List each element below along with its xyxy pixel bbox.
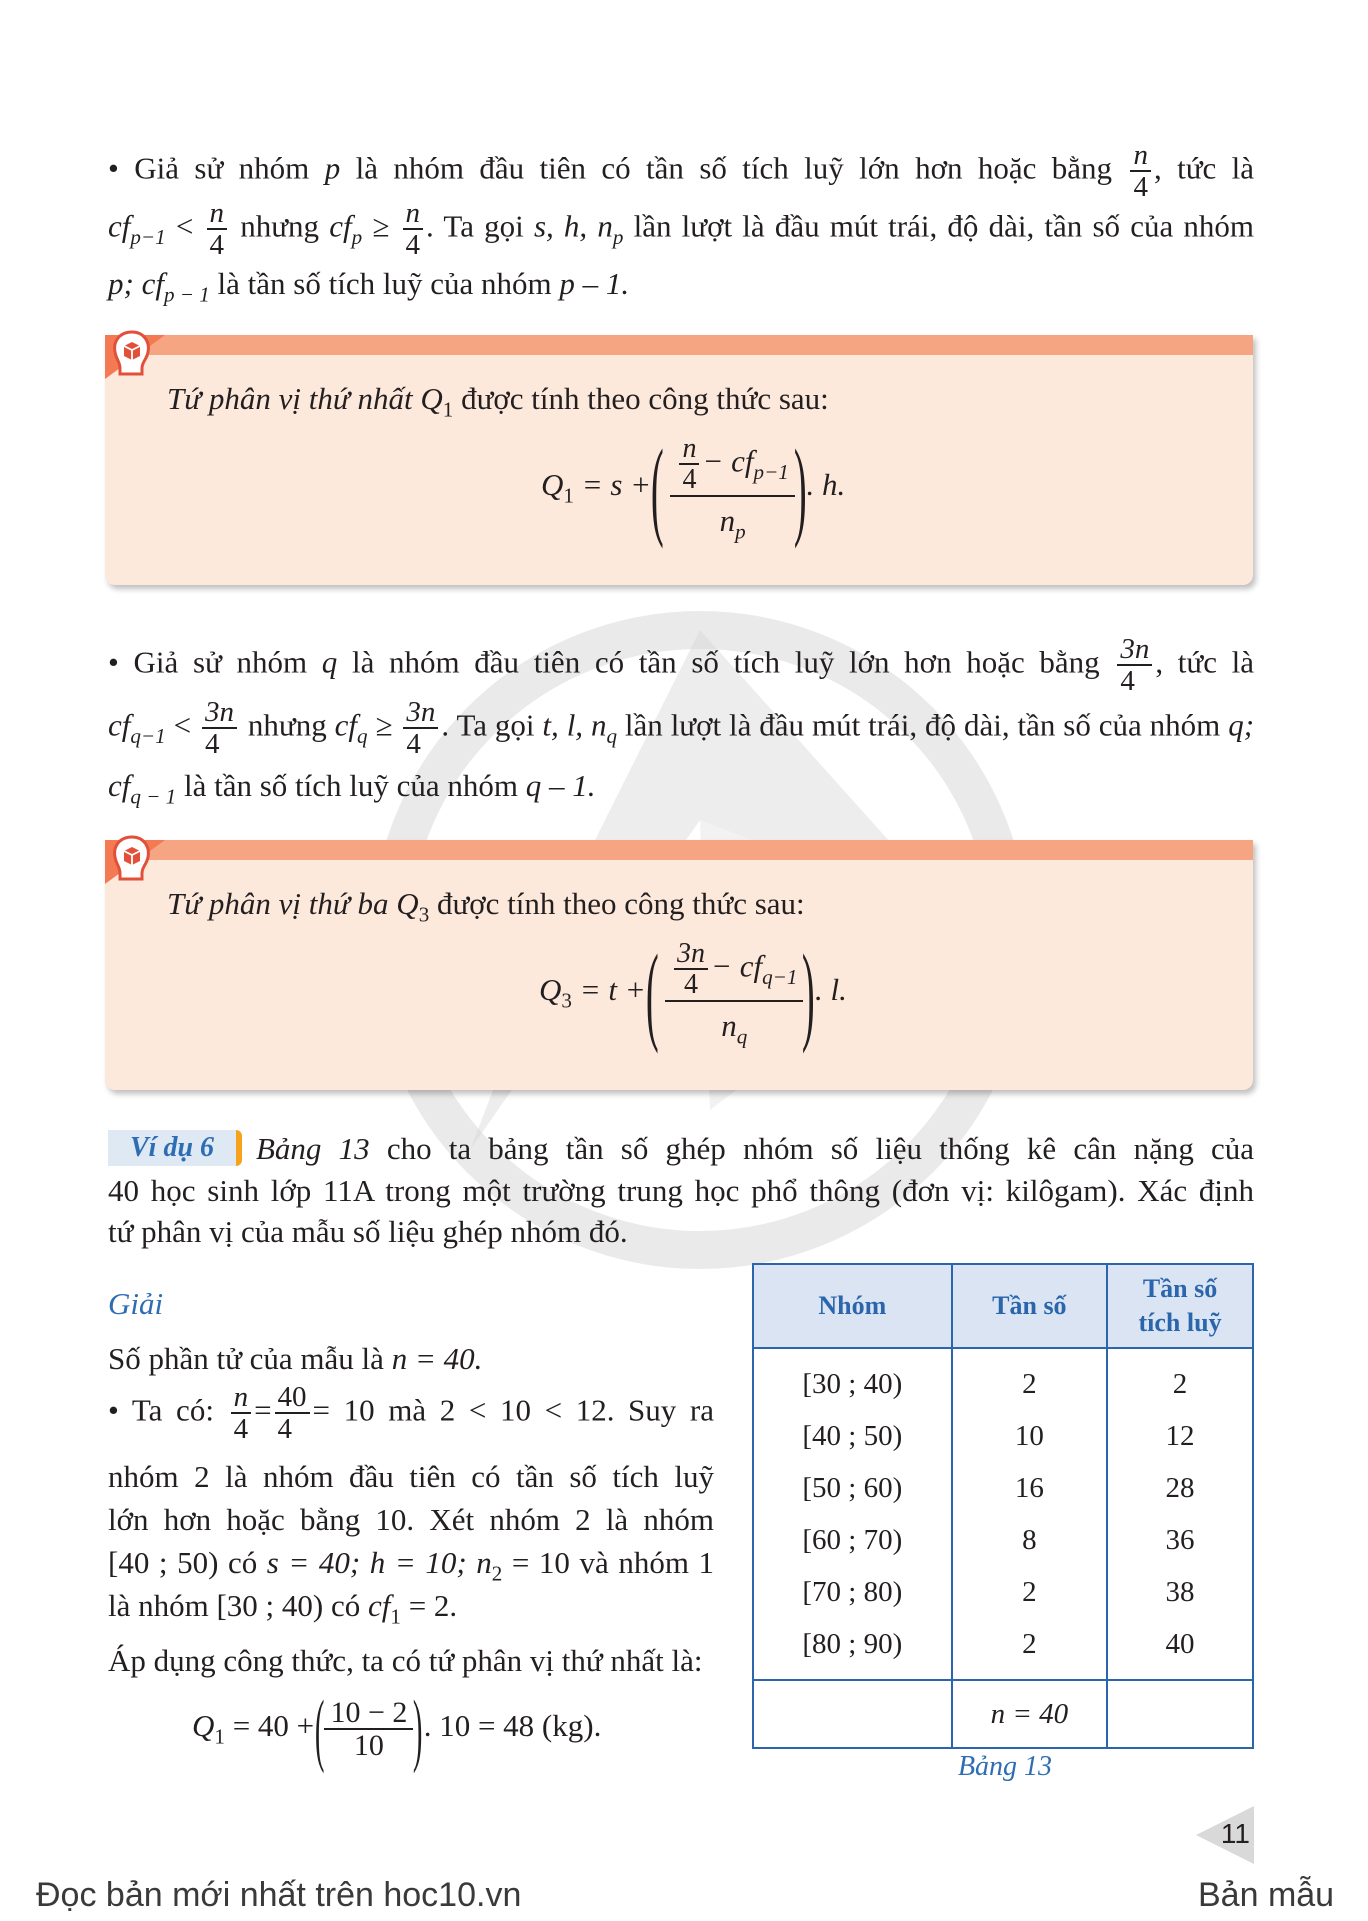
para1-line1: • Giả sử nhóm p là nhóm đầu tiên có tần số tích luỹ lớn hơn hoặc bằng $\frac{n}{4}$ , tức là xyxy=(108,139,1255,204)
fraction-n-over-4: $\frac{n}{4}$ xyxy=(207,198,228,261)
header-group: Nhóm xyxy=(753,1264,952,1348)
formula-q3: $Q_3 = t$ +( $\frac{3n}{4}$ − $cf_{q-1}$ $n_q$ ). l. xyxy=(539,932,847,1054)
box1-statement: Tứ phân vị thứ nhất $Q_1$ được tính theo công thức sau: xyxy=(167,381,829,422)
formula-q1: $Q_1 = s$ +( $\frac{n}{4}$ − $cf_{p-1}$ $n_p$ ). h. xyxy=(541,427,846,549)
formula-q1-result: $Q_1 = 40$ +( $\frac{10 - 2}{10}$ ). 10 = 48 (kg). xyxy=(192,1683,602,1774)
table-row: [80 ; 90) 2 40 xyxy=(753,1618,1253,1680)
table-row: [50 ; 60) 16 28 xyxy=(753,1462,1253,1514)
page-number: 11 xyxy=(1196,1806,1254,1864)
table-row: [40 ; 50) 10 12 xyxy=(753,1410,1253,1462)
fraction-n-over-4: $\frac{n}{4}$ xyxy=(1130,140,1151,203)
lightbulb-cube-icon xyxy=(109,329,155,377)
solution-line7: Áp dụng công thức, ta có tứ phân vị thứ nhất là: xyxy=(108,1643,703,1678)
table-header-row xyxy=(753,1264,1253,1348)
solution-line3: nhóm 2 là nhóm đầu tiên có tần số tích luỹ xyxy=(108,1459,714,1494)
para1-line2: $cf_{p-1}$ < $\frac{n}{4}$ nhưng $cf_p$ ≥ $\frac{n}{4}$ . Ta gọi s, h, $n_p$ lần lượt là đầu mút trái, độ dài, tần số của nhóm xyxy=(108,197,1255,262)
solution-line6: là nhóm [30 ; 40) có $cf_1 = 2$. xyxy=(108,1588,458,1629)
header-cumulative: Tần số tích luỹ xyxy=(1107,1264,1253,1348)
table-row: [30 ; 40) 2 2 xyxy=(753,1348,1253,1410)
solution-line4: lớn hơn hoặc bằng 10. Xét nhóm 2 là nhóm xyxy=(108,1502,714,1537)
solution-line2: • Ta có: $\frac{n}{4}$ = $\frac{40}{4}$ = 10 mà 2 < 10 < 12. Suy ra xyxy=(108,1381,714,1446)
example-line2: 40 học sinh lớp 11A trong một trường trung học phổ thông (đơn vị: kilôgam). Xác định xyxy=(108,1173,1254,1208)
theory-box-q3 xyxy=(105,840,1253,1090)
solution-heading: Giải xyxy=(108,1286,164,1321)
example-line1: Bảng 13 cho ta bảng tần số ghép nhóm số liệu thống kê cân nặng của xyxy=(256,1131,1255,1166)
table-row: [60 ; 70) 8 36 xyxy=(753,1514,1253,1566)
table-caption: Bảng 13 xyxy=(957,1751,1053,1782)
table-row: [70 ; 80) 2 38 xyxy=(753,1566,1253,1618)
theory-box-q1 xyxy=(105,335,1253,585)
para2-line3: $cf_{q - 1}$ là tần số tích luỹ của nhóm q – 1. xyxy=(108,768,596,809)
solution-line1: Số phần tử của mẫu là n = 40. xyxy=(108,1341,483,1376)
para1-line3: p; $cf_{p - 1}$ là tần số tích luỹ của nhóm p – 1. xyxy=(108,266,630,307)
example-badge: Ví dụ 6 xyxy=(108,1130,242,1166)
frequency-table xyxy=(752,1263,1254,1749)
fraction-3n-over-4: $\frac{3n}{4}$ xyxy=(202,697,237,760)
example-line3: tứ phân vị của mẫu số liệu ghép nhóm đó. xyxy=(108,1214,628,1249)
para2-line2: $cf_{q-1}$ < $\frac{3n}{4}$ nhưng $cf_q$ ≥ $\frac{3n}{4}$ . Ta gọi t, l, $n_q$ lần lượt là đầu mút trái, độ dài, tần số của nhóm q; xyxy=(108,696,1255,761)
box2-statement: Tứ phân vị thứ ba $Q_3$ được tính theo công thức sau: xyxy=(167,886,805,927)
footer-sample-label: Bản mẫu xyxy=(1198,1876,1335,1914)
header-frequency: Tần số xyxy=(952,1264,1107,1348)
lightbulb-cube-icon xyxy=(109,834,155,882)
para2-line1: • Giả sử nhóm q là nhóm đầu tiên có tần số tích luỹ lớn hơn hoặc bằng $\frac{3n}{4}$ , tức là xyxy=(108,633,1254,698)
fraction-3n-over-4: $\frac{3n}{4}$ xyxy=(1117,634,1152,697)
fraction-3n-over-4: $\frac{3n}{4}$ xyxy=(403,697,438,760)
table-total-row: n = 40 xyxy=(753,1680,1253,1748)
solution-line5: [40 ; 50) có s = 40; h = 10; $n_2 = 10$ và nhóm 1 xyxy=(108,1545,714,1586)
footer-link-text[interactable]: Đọc bản mới nhất trên hoc10.vn xyxy=(36,1876,522,1914)
fraction-n-over-4: $\frac{n}{4}$ xyxy=(403,198,424,261)
